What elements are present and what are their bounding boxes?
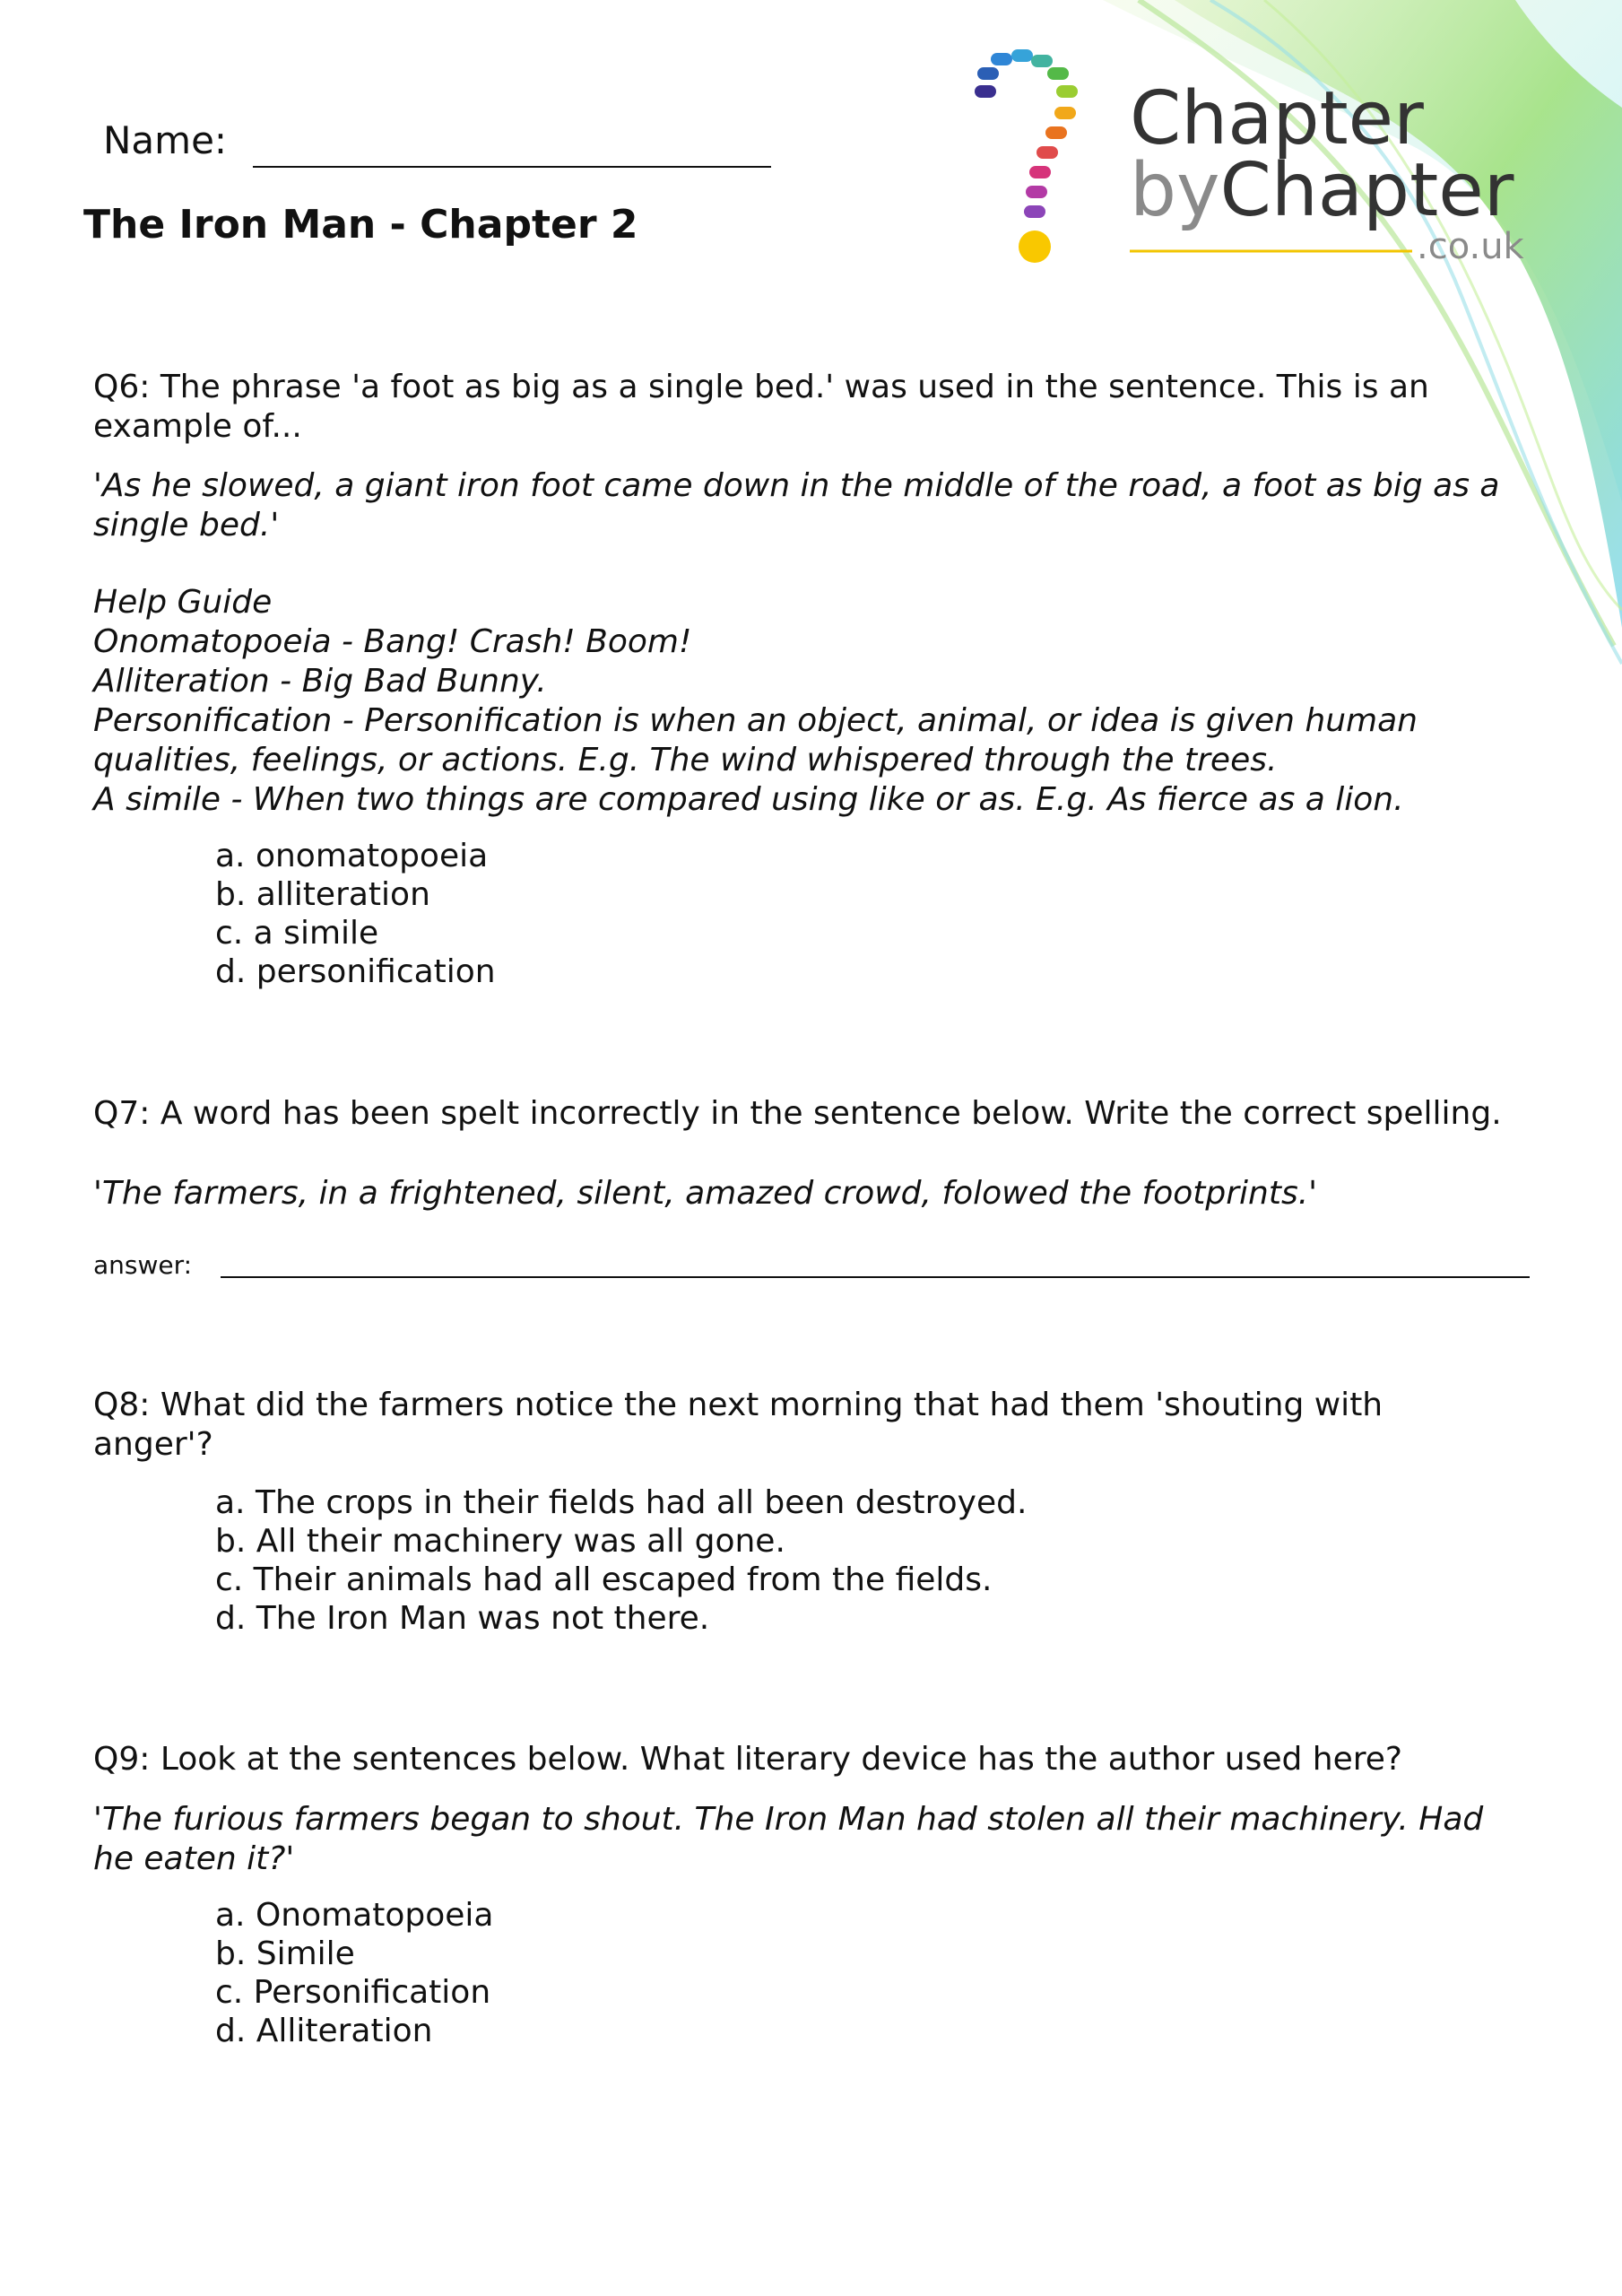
q9-option-b[interactable]: b. Simile: [215, 1935, 355, 1972]
q8-option-c[interactable]: c. Their animals had all escaped from the fields.: [215, 1561, 993, 1598]
q8-options: [215, 1483, 1027, 1638]
help-guide-line: A simile - When two things are compared using like or as. E.g. As fierce as a lion.: [93, 781, 1404, 818]
help-guide-line: Alliteration - Big Bad Bunny.: [93, 663, 547, 700]
q6-option-a[interactable]: a. onomatopoeia: [215, 838, 489, 874]
q8-option-a[interactable]: a. The crops in their fields had all been destroyed.: [215, 1484, 1028, 1521]
q6-option-c[interactable]: c. a simile: [215, 915, 379, 952]
book-arch-icon: [975, 49, 1078, 263]
logo-bychapter: byChapter: [1130, 148, 1514, 233]
q9-option-d[interactable]: d. Alliteration: [215, 2013, 433, 2049]
help-guide-heading: Help Guide: [93, 584, 273, 621]
q6-quote-line: 'As he slowed, a giant iron foot came down in the middle of the road, a foot as big as a: [93, 467, 1500, 504]
q8-option-b[interactable]: b. All their machinery was all gone.: [215, 1523, 785, 1560]
logo-domain: .co.uk: [1417, 226, 1524, 267]
q9-quote: [93, 1800, 1528, 1879]
q9-options: [215, 1896, 493, 2050]
worksheet-title: The Iron Man - Chapter 2: [83, 202, 638, 248]
q9-quote-line: he eaten it?': [93, 1840, 295, 1877]
q8-option-d[interactable]: d. The Iron Man was not there.: [215, 1600, 710, 1637]
q6-help-guide: [93, 583, 1528, 820]
q8-question: [93, 1386, 1528, 1465]
q7-question: Q7: A word has been spelt incorrectly in the sentence below. Write the correct spelling.: [93, 1095, 1502, 1132]
q8-question-line: Q8: What did the farmers notice the next morning that had them 'shouting with: [93, 1387, 1383, 1423]
q6-question-line: Q6: The phrase 'a foot as big as a single bed.' was used in the sentence. This is an: [93, 369, 1429, 405]
q8-question-line: anger'?: [93, 1426, 213, 1463]
name-answer-line[interactable]: [253, 166, 771, 168]
help-guide-line: Personification - Personification is when an object, animal, or idea is given human: [93, 702, 1418, 739]
q6-question-line: example of...: [93, 408, 302, 445]
q9-option-a[interactable]: a. Onomatopoeia: [215, 1897, 494, 1934]
q6-option-b[interactable]: b. alliteration: [215, 876, 430, 913]
help-guide-line: qualities, feelings, or actions. E.g. The wind whispered through the trees.: [93, 742, 1278, 778]
q6-quote: [93, 466, 1528, 545]
help-guide-line: Onomatopoeia - Bang! Crash! Boom!: [93, 623, 692, 660]
q6-option-d[interactable]: d. personification: [215, 953, 496, 990]
q6-options: [215, 837, 496, 991]
q7-answer-line[interactable]: [221, 1276, 1530, 1278]
q6-question: [93, 368, 1528, 447]
q6-quote-line: single bed.': [93, 507, 280, 544]
q7-quote: 'The farmers, in a frightened, silent, amazed crowd, folowed the footprints.': [93, 1175, 1318, 1212]
q7-answer-label: answer:: [93, 1250, 193, 1280]
name-label: Name:: [103, 118, 228, 162]
q9-quote-line: 'The furious farmers began to shout. The Iron Man had stolen all their machinery. Had: [93, 1801, 1484, 1838]
q9-option-c[interactable]: c. Personification: [215, 1974, 491, 2011]
logo-chapter: Chapter: [1130, 76, 1424, 161]
chapterbychapter-logo: [959, 49, 1569, 318]
q9-question: Q9: Look at the sentences below. What literary device has the author used here?: [93, 1741, 1403, 1778]
